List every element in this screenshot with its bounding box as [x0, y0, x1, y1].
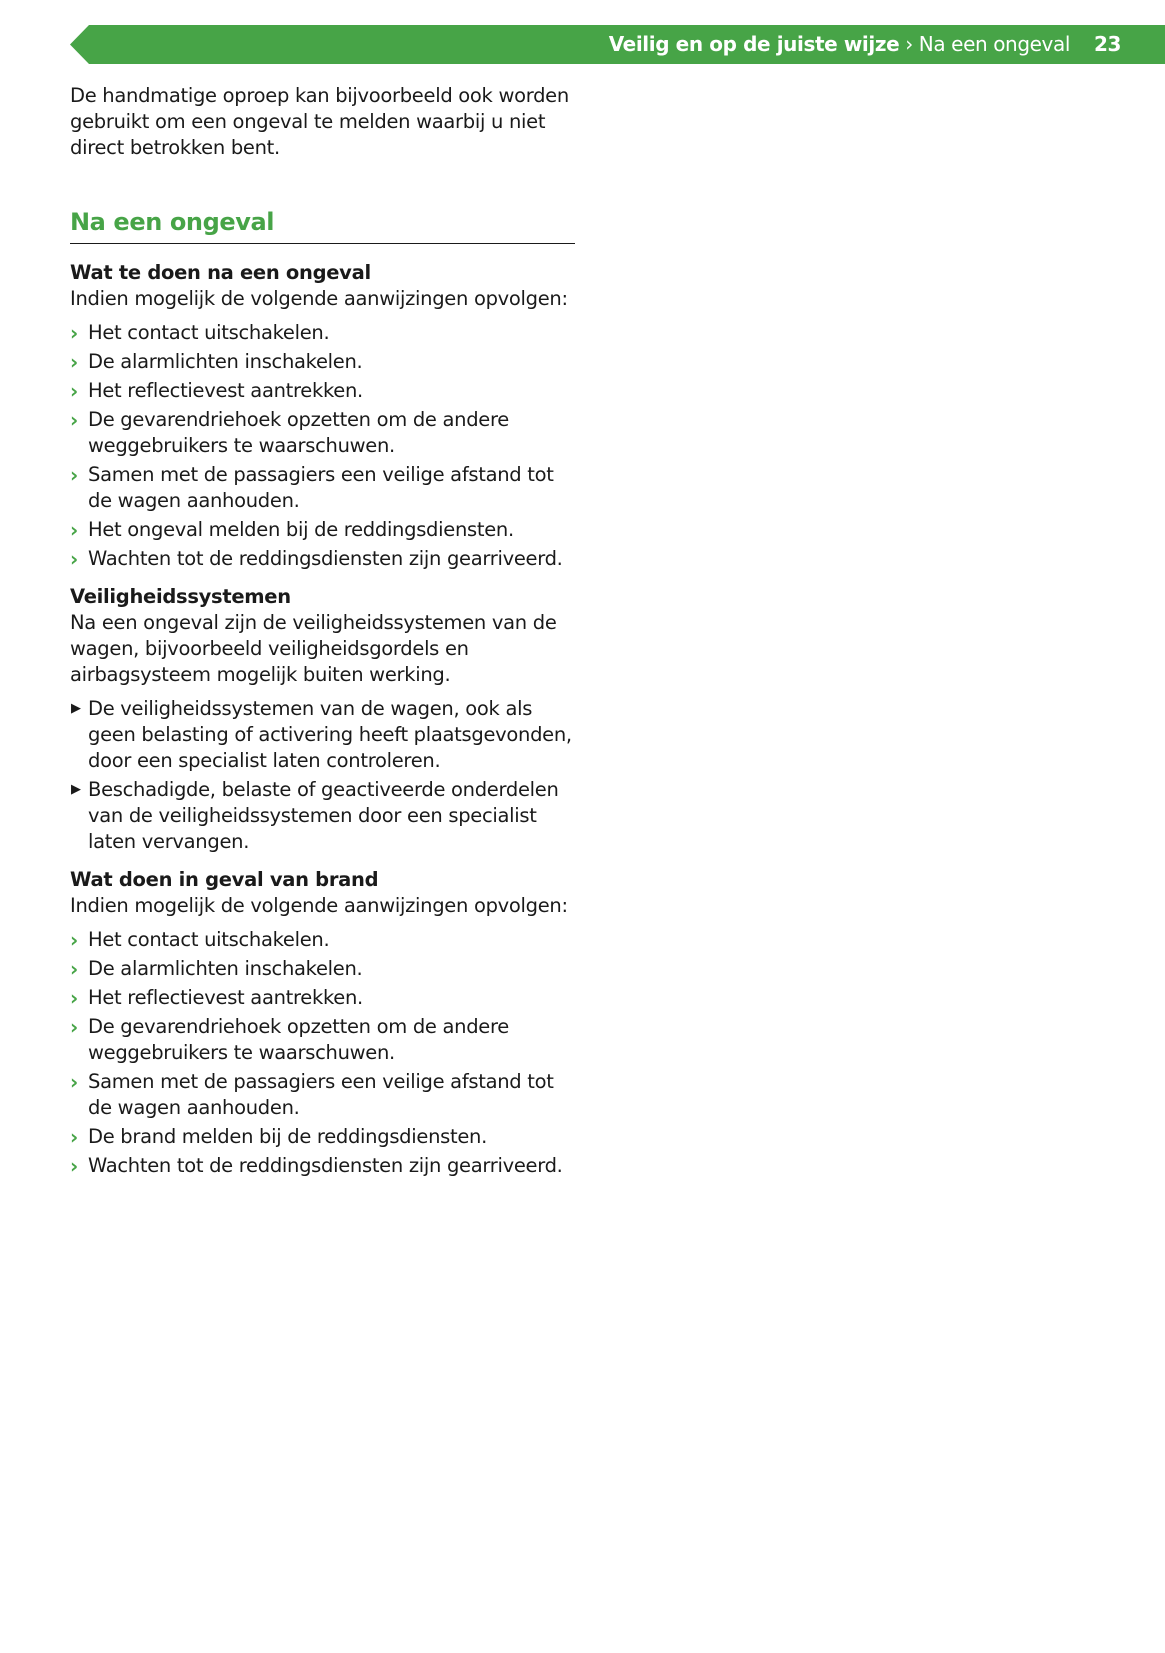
- chevron-icon: ›: [70, 1154, 78, 1178]
- chevron-icon: ›: [70, 463, 78, 487]
- accident-lead: Indien mogelijk de volgende aanwijzingen opvolgen:: [70, 287, 568, 310]
- header-subsection: Na een ongeval: [918, 32, 1070, 56]
- fire-lead: Indien mogelijk de volgende aanwijzingen opvolgen:: [70, 894, 568, 917]
- chevron-icon: ›: [70, 379, 78, 403]
- list-item: › Het reflectievest aantrekken.: [70, 379, 363, 403]
- list-item: › Het contact uitschakelen.: [70, 321, 330, 345]
- list-item: › Samen met de passagiers een veilige afstand tot de wagen aanhouden.: [70, 463, 554, 512]
- list-item: › De alarmlichten inschakelen.: [70, 350, 363, 374]
- intro-paragraph: De handmatige oproep kan bijvoorbeeld ook worden gebruikt om een ongeval te melden waarbij u niet direct betrokken bent.: [70, 84, 569, 159]
- list-item: › De alarmlichten inschakelen.: [70, 957, 363, 981]
- main-column: [70, 83, 575, 1191]
- chevron-icon: ›: [70, 547, 78, 571]
- safety-block: [70, 584, 575, 855]
- accident-block: [70, 260, 575, 572]
- list-item: › Het reflectievest aantrekken.: [70, 986, 363, 1010]
- chevron-icon: ›: [70, 1125, 78, 1149]
- chevron-icon: ›: [70, 986, 78, 1010]
- fire-heading: Wat doen in geval van brand: [70, 868, 379, 891]
- chevron-icon: ›: [70, 518, 78, 542]
- safety-heading: Veiligheidssystemen: [70, 585, 291, 608]
- list-item: › Het ongeval melden bij de reddingsdiensten.: [70, 518, 514, 542]
- header-section: Veilig en op de juiste wijze: [608, 32, 900, 56]
- chevron-icon: ›: [70, 408, 78, 432]
- header-separator: ›: [905, 32, 913, 56]
- list-item: › Samen met de passagiers een veilige afstand tot de wagen aanhouden.: [70, 1070, 554, 1119]
- list-item: › Het contact uitschakelen.: [70, 928, 330, 952]
- triangle-icon: ▶: [71, 782, 81, 797]
- chevron-icon: ›: [70, 350, 78, 374]
- safety-actions: [70, 696, 575, 855]
- fire-steps: [70, 927, 575, 1179]
- chevron-icon: ›: [70, 321, 78, 345]
- accident-heading: Wat te doen na een ongeval: [70, 261, 371, 284]
- chevron-icon: ›: [70, 1015, 78, 1039]
- fire-block: [70, 867, 575, 1179]
- list-item: › De brand melden bij de reddingsdiensten.: [70, 1125, 487, 1149]
- chevron-icon: ›: [70, 957, 78, 981]
- list-item: ▶ De veiligheidssystemen van de wagen, ook als geen belasting of activering heeft plaatsgevonden, door een specialist laten controleren.: [71, 697, 572, 772]
- chevron-icon: ›: [70, 928, 78, 952]
- triangle-icon: ▶: [71, 701, 81, 716]
- page-number: 23: [1093, 32, 1121, 56]
- list-item: › Wachten tot de reddingsdiensten zijn gearriveerd.: [70, 547, 563, 571]
- list-item: › De gevarendriehoek opzetten om de andere weggebruikers te waarschuwen.: [70, 408, 509, 457]
- running-header: [609, 25, 1121, 64]
- accident-steps: [70, 320, 575, 572]
- chevron-icon: ›: [70, 1070, 78, 1094]
- list-item: › Wachten tot de reddingsdiensten zijn gearriveerd.: [70, 1154, 563, 1178]
- list-item: › De gevarendriehoek opzetten om de andere weggebruikers te waarschuwen.: [70, 1015, 509, 1064]
- section-title: Na een ongeval: [70, 207, 575, 244]
- safety-text: Na een ongeval zijn de veiligheidssystemen van de wagen, bijvoorbeeld veiligheidsgordels en airbagsysteem mogelijk buiten werking.: [70, 611, 557, 686]
- list-item: ▶ Beschadigde, belaste of geactiveerde onderdelen van de veiligheidssystemen door een specialist laten vervangen.: [71, 778, 559, 853]
